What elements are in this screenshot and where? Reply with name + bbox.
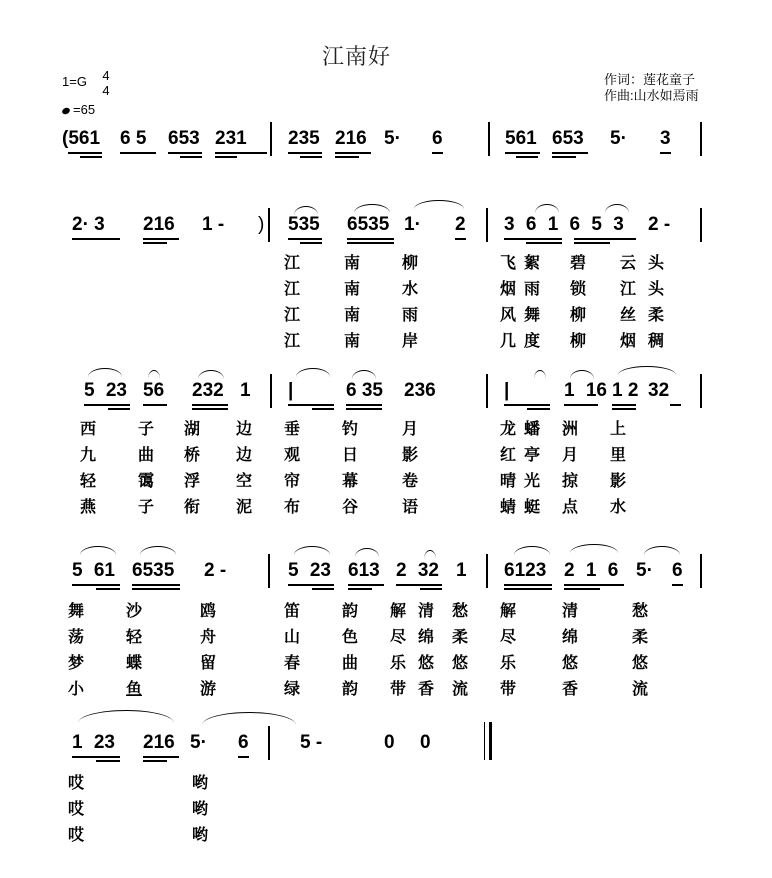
- lyric: 雨: [524, 279, 541, 298]
- lyric: 南: [344, 279, 361, 298]
- note-group: 1: [240, 380, 251, 401]
- underline: [84, 404, 130, 406]
- lyric: 蜓: [524, 497, 541, 516]
- credits: [604, 72, 699, 104]
- lyric: 影: [610, 471, 627, 490]
- lyric: 清: [418, 601, 435, 620]
- lyric: 悠: [632, 653, 649, 672]
- underline: [312, 408, 334, 410]
- lyric: 春: [284, 653, 301, 672]
- lyric: 子: [138, 419, 155, 438]
- lyric: 掠: [562, 471, 579, 490]
- lyric: 江: [284, 279, 301, 298]
- note-group: 5·: [636, 560, 653, 581]
- note-group: 231: [215, 128, 247, 149]
- lyric: 稠: [648, 331, 665, 350]
- note-group: 5 -: [300, 732, 323, 753]
- note-group: 6535: [347, 214, 390, 235]
- key-signature: 1=G: [62, 74, 87, 89]
- underline: [335, 152, 371, 154]
- note-group: |: [288, 380, 294, 401]
- barline: [486, 208, 488, 242]
- lyric: 锁: [570, 279, 587, 298]
- lyric: 红: [500, 445, 517, 464]
- lyric: 九: [80, 445, 97, 464]
- underline: [420, 588, 442, 590]
- lyric: 沙: [126, 601, 143, 620]
- lyric: 头: [648, 253, 665, 272]
- lyric: 韵: [342, 679, 359, 698]
- underline: [526, 242, 562, 244]
- lyric: 日: [342, 445, 359, 464]
- system-1: [0, 128, 772, 168]
- lyric: 哎: [68, 825, 85, 844]
- note-group: 1: [456, 560, 467, 581]
- lyric: 云: [620, 253, 637, 272]
- underline: [335, 156, 359, 158]
- note-group: 2 32: [396, 560, 439, 581]
- underline: [132, 588, 180, 590]
- lyric: 悠: [562, 653, 579, 672]
- underline: [288, 152, 322, 154]
- slur: [294, 546, 330, 555]
- lyric: 蝶: [126, 653, 143, 672]
- lyric: 烟: [620, 331, 637, 350]
- lyric: 清: [562, 601, 579, 620]
- underline: [215, 156, 237, 158]
- lyric: 泥: [236, 497, 253, 516]
- underline: [312, 588, 334, 590]
- note-group: 6 35: [346, 380, 383, 401]
- underline: [527, 408, 550, 410]
- underline: [396, 584, 442, 586]
- underline: [564, 588, 600, 590]
- underline: [348, 588, 372, 590]
- underline: [215, 152, 267, 154]
- slur: [352, 370, 376, 379]
- lyric: 悠: [452, 653, 469, 672]
- note-group: 236: [404, 380, 436, 401]
- lyric: 轻: [80, 471, 97, 490]
- underline: [574, 242, 610, 244]
- lyricist: 作词：莲花童子: [604, 72, 696, 87]
- underline: [143, 756, 179, 758]
- lyric: 帘: [284, 471, 301, 490]
- lyric: 舟: [200, 627, 217, 646]
- barline: [700, 122, 702, 156]
- slur: [148, 370, 160, 379]
- note-group: 653: [552, 128, 584, 149]
- underline: [660, 152, 671, 154]
- barline: [486, 554, 488, 588]
- lyric: 韵: [342, 601, 359, 620]
- slur: [424, 550, 436, 559]
- lyric: 舞: [524, 305, 541, 324]
- note-group: 56: [143, 380, 165, 401]
- underline: [72, 238, 120, 240]
- lyric: 带: [500, 679, 517, 698]
- underline: [564, 584, 624, 586]
- underline: [455, 238, 466, 240]
- lyric: 哟: [192, 773, 209, 792]
- lyric: 湖: [184, 419, 201, 438]
- lyric: 洲: [562, 419, 579, 438]
- lyric: 解: [500, 601, 517, 620]
- underline: [68, 152, 102, 154]
- lyric: 柳: [570, 305, 587, 324]
- system-2: [0, 214, 772, 254]
- lyric: 垂: [284, 419, 301, 438]
- lyric: 亭: [524, 445, 541, 464]
- underline: [504, 584, 552, 586]
- tempo-marking: [62, 102, 95, 117]
- note-group: 216: [335, 128, 367, 149]
- note-group: 232: [192, 380, 224, 401]
- note-group: 32: [648, 380, 670, 401]
- lyric: 空: [236, 471, 253, 490]
- slur: [570, 544, 618, 553]
- lyric: 绵: [418, 627, 435, 646]
- slur: [605, 204, 629, 213]
- underline: [670, 404, 681, 406]
- barline: [486, 374, 488, 408]
- slur: [355, 548, 379, 557]
- lyric: 尽: [500, 627, 517, 646]
- lyric: 轻: [126, 627, 143, 646]
- note-group: 653: [168, 128, 200, 149]
- note-group: |: [504, 380, 510, 401]
- note-group: 1 -: [202, 214, 225, 235]
- lyric: 蜻: [500, 497, 517, 516]
- lyric: 边: [236, 445, 253, 464]
- lyric: 碧: [570, 253, 587, 272]
- note-group: 613: [348, 560, 380, 581]
- barline: [268, 208, 270, 242]
- time-sig-bottom: 4: [102, 83, 110, 98]
- slur: [570, 370, 594, 379]
- lyric: 水: [610, 497, 627, 516]
- lyric: 柔: [632, 627, 649, 646]
- underline: [432, 152, 443, 154]
- lyric: 小: [68, 679, 85, 698]
- underline: [347, 242, 394, 244]
- lyric: 上: [610, 419, 627, 438]
- note-group: 3 6 1 6 5 3: [504, 214, 627, 235]
- note-group: 6: [238, 732, 249, 753]
- note-group: 6 5: [120, 128, 147, 149]
- lyric: 岸: [402, 331, 419, 350]
- slur: [78, 710, 174, 723]
- lyric: 荡: [68, 627, 85, 646]
- time-signature: [100, 68, 112, 98]
- lyric: 留: [200, 653, 217, 672]
- lyric: 谷: [342, 497, 359, 516]
- underline: [72, 584, 120, 586]
- underline: [143, 242, 167, 244]
- slur: [296, 368, 330, 377]
- lyric: 南: [344, 305, 361, 324]
- lyric: 飞: [500, 253, 517, 272]
- lyric: 霭: [138, 471, 155, 490]
- lyric: 燕: [80, 497, 97, 516]
- underline: [143, 238, 179, 240]
- lyric: 边: [236, 419, 253, 438]
- lyric: 雨: [402, 305, 419, 324]
- system-3: [0, 380, 772, 420]
- time-sig-top: 4: [102, 68, 110, 83]
- slur: [414, 200, 464, 209]
- lyric: 丝: [620, 305, 637, 324]
- note-group: 1 2: [612, 380, 639, 401]
- lyric: 乐: [390, 653, 407, 672]
- note-group: (561: [62, 128, 101, 149]
- note-group: 561: [505, 128, 537, 149]
- lyric: 鱼: [126, 679, 143, 698]
- lyric: 柳: [570, 331, 587, 350]
- lyric: 尽: [390, 627, 407, 646]
- underline: [192, 408, 228, 410]
- lyric: 里: [610, 445, 627, 464]
- slur: [198, 370, 224, 379]
- lyric: 柔: [648, 305, 665, 324]
- underline: [180, 156, 202, 158]
- lyric: 绿: [284, 679, 301, 698]
- lyric: 南: [344, 253, 361, 272]
- note-group: 6535: [132, 560, 175, 581]
- underline: [192, 404, 228, 406]
- note-group: 5·: [190, 732, 207, 753]
- underline: [504, 588, 552, 590]
- song-title: 江南好: [322, 45, 392, 70]
- lyric: 布: [284, 497, 301, 516]
- barline: [270, 122, 272, 156]
- underline: [505, 152, 540, 154]
- underline: [168, 152, 202, 154]
- lyric: 愁: [632, 601, 649, 620]
- underline: [552, 156, 576, 158]
- underline: [516, 156, 538, 158]
- final-barline: [484, 722, 492, 760]
- lyric: 流: [452, 679, 469, 698]
- note-group: 2 1 6: [564, 560, 619, 581]
- underline: [612, 404, 636, 406]
- note-group: 5 23: [288, 560, 331, 581]
- underline: [300, 242, 322, 244]
- underline: [300, 156, 322, 158]
- lyric: 龙: [500, 419, 517, 438]
- note-group: 6: [672, 560, 683, 581]
- underline: [108, 408, 130, 410]
- lyric: 江: [620, 279, 637, 298]
- slur: [535, 204, 559, 213]
- quarter-note-icon: [61, 107, 71, 116]
- lyric: 度: [524, 331, 541, 350]
- slur: [354, 204, 390, 213]
- lyric: 点: [562, 497, 579, 516]
- note-group: 235: [288, 128, 320, 149]
- lyric: 几: [500, 331, 517, 350]
- note-group: 535: [288, 214, 320, 235]
- lyric: 头: [648, 279, 665, 298]
- lyric: 光: [524, 471, 541, 490]
- lyric: 影: [402, 445, 419, 464]
- underline: [564, 404, 598, 406]
- lyric: 舞: [68, 601, 85, 620]
- underline: [96, 588, 120, 590]
- note-group: 2 -: [204, 560, 227, 581]
- lyric: 钓: [342, 419, 359, 438]
- lyric: 乐: [500, 653, 517, 672]
- underline: [672, 584, 683, 586]
- lyric: 晴: [500, 471, 517, 490]
- underline: [346, 408, 382, 410]
- slur: [202, 712, 296, 725]
- lyric: 带: [390, 679, 407, 698]
- underline: [504, 238, 562, 240]
- lyric: 流: [632, 679, 649, 698]
- note-group: 216: [143, 732, 175, 753]
- note-group: 2: [455, 214, 466, 235]
- lyric: 幕: [342, 471, 359, 490]
- system-4: [0, 560, 772, 600]
- note-group: 216: [143, 214, 175, 235]
- slur: [514, 546, 550, 555]
- note-group: 6: [432, 128, 443, 149]
- slur: [534, 370, 546, 379]
- lyric: 风: [500, 305, 517, 324]
- lyric: 游: [200, 679, 217, 698]
- underline: [348, 584, 384, 586]
- lyric: 哟: [192, 799, 209, 818]
- lyric: 南: [344, 331, 361, 350]
- underline: [288, 584, 334, 586]
- lyric: 烟: [500, 279, 517, 298]
- note-group: 0: [384, 732, 395, 753]
- lyric: 水: [402, 279, 419, 298]
- note-group: 5 23: [84, 380, 127, 401]
- note-group: 1 16: [564, 380, 607, 401]
- lyric: 解: [390, 601, 407, 620]
- underline: [143, 760, 167, 762]
- lyric: 卷: [402, 471, 419, 490]
- barline: [268, 554, 270, 588]
- lyric: 香: [418, 679, 435, 698]
- underline: [552, 152, 588, 154]
- underline: [288, 404, 334, 406]
- lyric: 絮: [524, 253, 541, 272]
- lyric: 笛: [284, 601, 301, 620]
- lyric: 西: [80, 419, 97, 438]
- note-group: 0: [420, 732, 431, 753]
- barline: [488, 122, 490, 156]
- lyric: 香: [562, 679, 579, 698]
- lyric: 语: [402, 497, 419, 516]
- lyric: 哟: [192, 825, 209, 844]
- lyric: 哎: [68, 799, 85, 818]
- lyric: 子: [138, 497, 155, 516]
- lyric: 色: [342, 627, 359, 646]
- lyric: 悠: [418, 653, 435, 672]
- system-5: [0, 732, 772, 772]
- slur: [140, 546, 176, 555]
- lyric: 曲: [138, 445, 155, 464]
- lyric: 月: [562, 445, 579, 464]
- underline: [72, 756, 120, 758]
- lyric: 柳: [402, 253, 419, 272]
- lyric: 曲: [342, 653, 359, 672]
- lyric: 愁: [452, 601, 469, 620]
- note-group: 2 -: [648, 214, 671, 235]
- slur: [88, 368, 122, 377]
- barline: [268, 726, 270, 760]
- lyric: 梦: [68, 653, 85, 672]
- underline: [504, 404, 550, 406]
- composer: 作曲:山水如焉雨: [604, 88, 699, 103]
- lyric: 哎: [68, 773, 85, 792]
- underline: [96, 760, 120, 762]
- note-group: 3: [660, 128, 671, 149]
- note-group: 6123: [504, 560, 547, 581]
- lyric: 江: [284, 253, 301, 272]
- barline: [700, 554, 702, 588]
- underline: [143, 404, 167, 406]
- lyric: 桥: [184, 445, 201, 464]
- note-group: 5·: [384, 128, 401, 149]
- underline: [347, 238, 394, 240]
- close-paren: ): [258, 214, 265, 235]
- lyric: 月: [402, 419, 419, 438]
- underline: [238, 756, 249, 758]
- note-group: 1 23: [72, 732, 115, 753]
- lyric: 蟠: [524, 419, 541, 438]
- tempo-value: =65: [73, 102, 96, 117]
- lyric: 鸥: [200, 601, 217, 620]
- lyric: 江: [284, 331, 301, 350]
- lyric: 柔: [452, 627, 469, 646]
- lyric: 观: [284, 445, 301, 464]
- underline: [346, 404, 382, 406]
- underline: [288, 238, 322, 240]
- lyric: 江: [284, 305, 301, 324]
- barline: [270, 374, 272, 408]
- note-group: 1·: [404, 214, 421, 235]
- lyric: 山: [284, 627, 301, 646]
- underline: [80, 156, 102, 158]
- barline: [700, 374, 702, 408]
- barline: [700, 208, 702, 242]
- lyric: 衔: [184, 497, 201, 516]
- note-group: 2· 3: [72, 214, 105, 235]
- underline: [612, 408, 636, 410]
- slur: [80, 546, 116, 555]
- slur: [618, 366, 676, 375]
- underline: [120, 152, 156, 154]
- lyric: 绵: [562, 627, 579, 646]
- underline: [574, 238, 636, 240]
- underline: [132, 584, 180, 586]
- note-group: 5·: [610, 128, 627, 149]
- note-group: 5 61: [72, 560, 115, 581]
- lyric: 浮: [184, 471, 201, 490]
- slur: [644, 546, 680, 555]
